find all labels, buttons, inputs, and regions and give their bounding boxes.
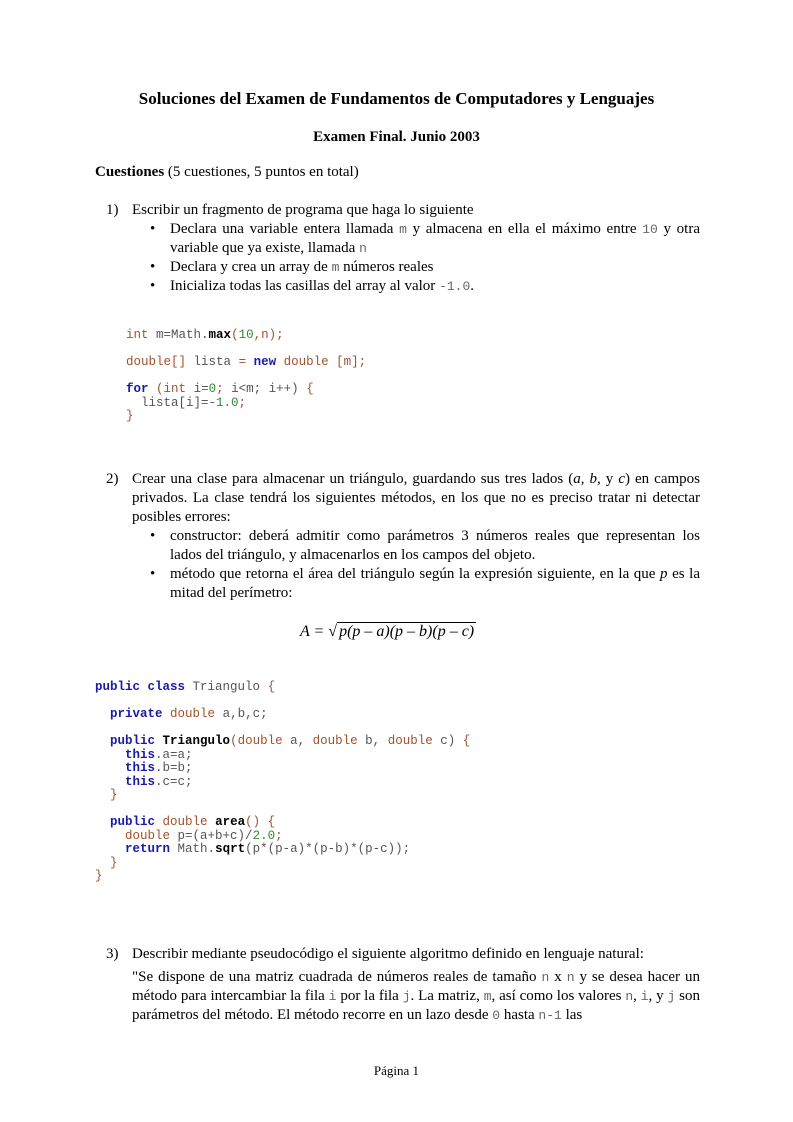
q1-bullet-2-text: Declara y crea un array de m números reales	[170, 259, 434, 275]
bullet-icon: •	[150, 528, 156, 544]
q1-bullet-2	[150, 258, 700, 277]
question-1-text: Escribir un fragmento de programa que haga lo siguiente	[132, 202, 474, 218]
section-heading	[95, 163, 359, 182]
formula-lhs: A =	[300, 623, 329, 640]
sqrt-icon: √	[328, 623, 338, 640]
page-title: Soluciones del Examen de Fundamentos de Computadores y Lenguajes	[138, 89, 655, 108]
q2-bullet-1	[150, 527, 700, 565]
question-1-number: 1)	[106, 202, 119, 218]
page-subtitle: Examen Final. Junio 2003	[313, 129, 480, 145]
question-3-paragraph: "Se dispone de una matriz cuadrada de números reales de tamaño n x n y se desea hacer un método para intercambiar la fila i por la fila j. La matriz, m, así como los valores n, i, y j son parámetros del método. El método recorre en un lazo desde 0 hasta n-1 las	[132, 969, 700, 1023]
q2-bullet-2	[150, 565, 700, 603]
code-block-2: public class Triangulo { private double a,b,c; public Triangulo(double a, double b, double c) { this.a=a; this.b=b; this.c=c; } public double area() { double p=(a+b+c)/2.0; return Math.sqrt(p*(p-a)*(p-b)*(p-c)); } }	[95, 680, 471, 883]
q1-bullet-1-text: Declara una variable entera llamada m y almacena en ella el máximo entre 10 y otra variable que ya existe, llamada n	[170, 221, 701, 256]
q2-bullet-2-text: método que retorna el área del triángulo según la expresión siguiente, en la que p es la mitad del perímetro:	[170, 566, 700, 601]
code-block-1: int m=Math.max(10,n); double[] lista = new double [m]; for (int i=0; i<m; i++) { lista[i]=-1.0; }	[126, 328, 367, 423]
q1-bullet-1	[150, 220, 700, 258]
bullet-icon: •	[150, 566, 156, 582]
bullet-icon: •	[150, 278, 156, 294]
section-heading-bold: Cuestiones	[95, 164, 165, 180]
q1-bullet-3	[150, 277, 700, 296]
bullet-icon: •	[150, 221, 156, 237]
section-heading-rest: (5 cuestiones, 5 puntos en total)	[164, 164, 359, 180]
q2-bullet-1-text: constructor: deberá admitir como parámetros 3 números reales que representan los lados del triángulo, y almacenarlos en los campos del objeto.	[170, 528, 700, 563]
area-formula	[300, 622, 476, 641]
page-number: Página 1	[373, 1063, 420, 1078]
question-3-text: Describir mediante pseudocódigo el siguiente algoritmo definido en lenguaje natural:	[132, 946, 644, 962]
q1-bullet-3-text: Inicializa todas las casillas del array al valor -1.0.	[170, 278, 475, 294]
bullet-icon: •	[150, 259, 156, 275]
formula-radicand: p(p – a)(p – b)(p – c)	[339, 623, 475, 640]
question-3-number: 3)	[106, 946, 119, 962]
question-2-number: 2)	[106, 471, 119, 487]
question-2-text: Crear una clase para almacenar un triángulo, guardando sus tres lados (a, b, y c) en campos privados. La clase tendrá los siguientes métodos, en los que no es preciso tratar ni detectar posibles errores:	[132, 471, 700, 525]
